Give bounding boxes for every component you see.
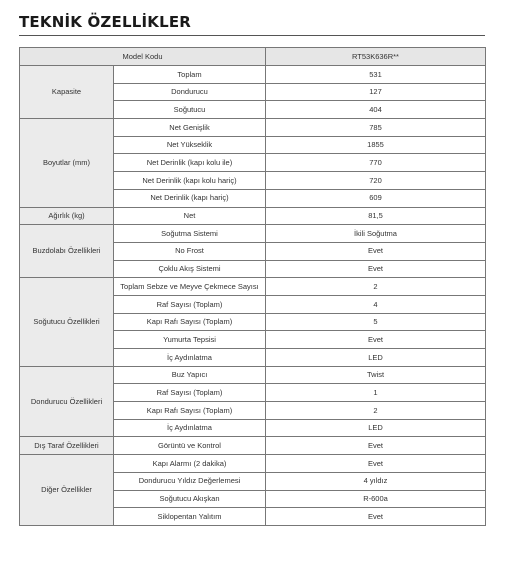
spec-value: Evet (266, 508, 486, 526)
spec-value: 2 (266, 278, 486, 296)
spec-label: İç Aydınlatma (114, 349, 266, 367)
table-row (20, 437, 486, 455)
spec-value: 2 (266, 402, 486, 420)
spec-label: Toplam Sebze ve Meyve Çekmece Sayısı (114, 278, 266, 296)
group-label: Dondurucu Özellikleri (20, 366, 114, 437)
spec-value: LED (266, 349, 486, 367)
spec-label: Net (114, 207, 266, 225)
table-row (20, 366, 486, 384)
spec-label: Buz Yapıcı (114, 366, 266, 384)
spec-label: Net Derinlik (kapı kolu ile) (114, 154, 266, 172)
spec-value: 4 (266, 295, 486, 313)
page-title: TEKNİK ÖZELLİKLER (19, 13, 192, 31)
spec-value: 4 yıldız (266, 472, 486, 490)
group-label: Ağırlık (kg) (20, 207, 114, 225)
spec-label: Net Genişlik (114, 119, 266, 137)
group-label: Buzdolabı Özellikleri (20, 225, 114, 278)
spec-label: Yumurta Tepsisi (114, 331, 266, 349)
group-label: Diğer Özellikler (20, 455, 114, 526)
table-header-row (20, 48, 486, 66)
spec-table-body (20, 66, 486, 526)
spec-label: Kapı Alarmı (2 dakika) (114, 455, 266, 473)
spec-label: Görüntü ve Kontrol (114, 437, 266, 455)
spec-value: 404 (266, 101, 486, 119)
spec-value: Evet (266, 242, 486, 260)
table-row (20, 225, 486, 243)
spec-value: 609 (266, 189, 486, 207)
spec-value: Evet (266, 331, 486, 349)
spec-label: Soğutucu Akışkan (114, 490, 266, 508)
spec-value: İkili Soğutma (266, 225, 486, 243)
spec-label: Toplam (114, 66, 266, 84)
spec-value: 720 (266, 172, 486, 190)
spec-value: 1855 (266, 136, 486, 154)
spec-label: Net Derinlik (kapı kolu hariç) (114, 172, 266, 190)
spec-value: LED (266, 419, 486, 437)
spec-label: Net Derinlik (kapı hariç) (114, 189, 266, 207)
spec-value: 785 (266, 119, 486, 137)
spec-value: 127 (266, 83, 486, 101)
spec-value: 1 (266, 384, 486, 402)
table-row (20, 278, 486, 296)
model-code-label: Model Kodu (20, 48, 266, 66)
group-label: Dış Taraf Özellikleri (20, 437, 114, 455)
spec-value: Evet (266, 437, 486, 455)
spec-value: Evet (266, 455, 486, 473)
table-row (20, 119, 486, 137)
spec-label: Soğutma Sistemi (114, 225, 266, 243)
spec-label: Dondurucu (114, 83, 266, 101)
spec-label: Kapı Rafı Sayısı (Toplam) (114, 313, 266, 331)
spec-label: Kapı Rafı Sayısı (Toplam) (114, 402, 266, 420)
spec-value: 531 (266, 66, 486, 84)
spec-value: Evet (266, 260, 486, 278)
spec-label: Siklopentan Yalıtım (114, 508, 266, 526)
table-row (20, 455, 486, 473)
table-row (20, 207, 486, 225)
spec-value: 770 (266, 154, 486, 172)
spec-label: Raf Sayısı (Toplam) (114, 384, 266, 402)
title-divider (19, 35, 485, 36)
spec-label: No Frost (114, 242, 266, 260)
spec-label: İç Aydınlatma (114, 419, 266, 437)
group-label: Kapasite (20, 66, 114, 119)
spec-value: 5 (266, 313, 486, 331)
spec-label: Raf Sayısı (Toplam) (114, 295, 266, 313)
spec-table (19, 47, 486, 526)
spec-value: Twist (266, 366, 486, 384)
spec-value: R-600a (266, 490, 486, 508)
model-code-value: RT53K636R** (266, 48, 486, 66)
table-row (20, 66, 486, 84)
spec-label: Net Yükseklik (114, 136, 266, 154)
spec-label: Dondurucu Yıldız Değerlemesi (114, 472, 266, 490)
spec-label: Soğutucu (114, 101, 266, 119)
spec-label: Çoklu Akış Sistemi (114, 260, 266, 278)
group-label: Boyutlar (mm) (20, 119, 114, 207)
group-label: Soğutucu Özellikleri (20, 278, 114, 366)
spec-value: 81,5 (266, 207, 486, 225)
